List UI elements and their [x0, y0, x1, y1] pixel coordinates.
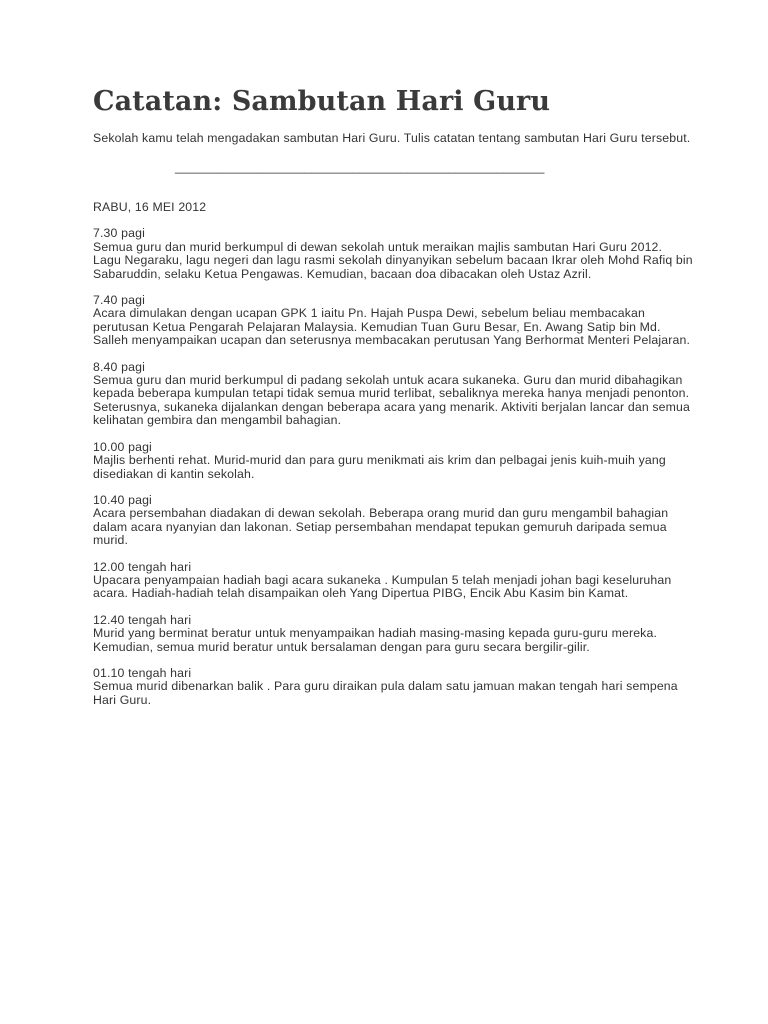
schedule-entry — [93, 227, 693, 281]
document-page — [93, 84, 693, 707]
schedule-entry — [93, 441, 693, 481]
entry-time: 7.40 pagi — [93, 293, 145, 308]
entry-time: 7.30 pagi — [93, 226, 145, 241]
intro-paragraph: Sekolah kamu telah mengadakan sambutan Hari Guru. Tulis catatan tentang sambutan Hari Guru tersebut. — [93, 131, 691, 145]
entry-time: 10.00 pagi — [93, 439, 152, 454]
entry-text: Semua guru dan murid berkumpul di dewan sekolah untuk meraikan majlis sambutan Hari Guru 2012. Lagu Negaraku, lagu negeri dan lagu rasmi sekolah dinyanyikan sebelum bacaan Ikrar oleh Mohd Rafiq bin Sabaruddin, selaku Ketua Pengawas. Kemudian, bacaan doa dibacakan oleh Ustaz Azril. — [93, 239, 693, 281]
entry-text: Semua guru dan murid berkumpul di padang sekolah untuk acara sukaneka. Guru dan murid dibahagikan kepada beberapa kumpulan tetapi tidak semua murid terlibat, sebaliknya mereka hanya menjadi penonton. Seterusnya, sukaneka dijalankan dengan beberapa acara yang menarik. Aktiviti berjalan lancar dan semua kelihatan gembira dan mengambil bahagian. — [93, 373, 691, 428]
schedule-entry — [93, 667, 693, 707]
entry-time: 01.10 tengah hari — [93, 665, 192, 680]
entry-text: Acara dimulakan dengan ucapan GPK 1 iaitu Pn. Hajah Puspa Dewi, sebelum beliau membacakan perutusan Ketua Pengarah Pelajaran Malaysia. Kemudian Tuan Guru Besar, En. Awang Satip bin Md. Salleh menyampaikan ucapan dan seterusnya membacakan perutusan Yang Berhormat Menteri Pelajaran. — [93, 306, 691, 348]
entry-text: Murid yang berminat beratur untuk menyampaikan hadiah masing-masing kepada guru-guru mereka. Kemudian, semua murid beratur untuk bersalaman dengan para guru secara bergilir-gilir. — [93, 626, 658, 654]
entry-text: Majlis berhenti rehat. Murid-murid dan para guru menikmati ais krim dan pelbagai jenis kuih-muih yang disediakan di kantin sekolah. — [93, 453, 666, 481]
entry-time: 12.40 tengah hari — [93, 612, 192, 627]
schedule-entry — [93, 294, 693, 348]
entry-text: Semua murid dibenarkan balik . Para guru diraikan pula dalam satu jamuan makan tengah hari sempena Hari Guru. — [93, 679, 678, 707]
schedule-entry — [93, 494, 693, 548]
entry-time: 10.40 pagi — [93, 492, 152, 507]
entry-time: 12.00 tengah hari — [93, 559, 192, 574]
schedule-entry — [93, 614, 693, 654]
entry-time: 8.40 pagi — [93, 359, 145, 374]
entry-date: RABU, 16 MEI 2012 — [93, 200, 207, 215]
divider-line: ______________________________________________________ — [175, 160, 545, 175]
schedule-entry — [93, 361, 693, 428]
schedule-entry — [93, 561, 693, 601]
entry-text: Acara persembahan diadakan di dewan sekolah. Beberapa orang murid dan guru mengambil bahagian dalam acara nyanyian dan lakonan. Setiap persembahan mendapat tepukan gemuruh daripada semua murid. — [93, 506, 669, 548]
entry-text: Upacara penyampaian hadiah bagi acara sukaneka . Kumpulan 5 telah menjadi johan bagi keseluruhan acara. Hadiah-hadiah telah disampaikan oleh Yang Dipertua PIBG, Encik Abu Kasim bin Kamat. — [93, 572, 672, 601]
document-title: Catatan: Sambutan Hari Guru — [93, 86, 551, 117]
